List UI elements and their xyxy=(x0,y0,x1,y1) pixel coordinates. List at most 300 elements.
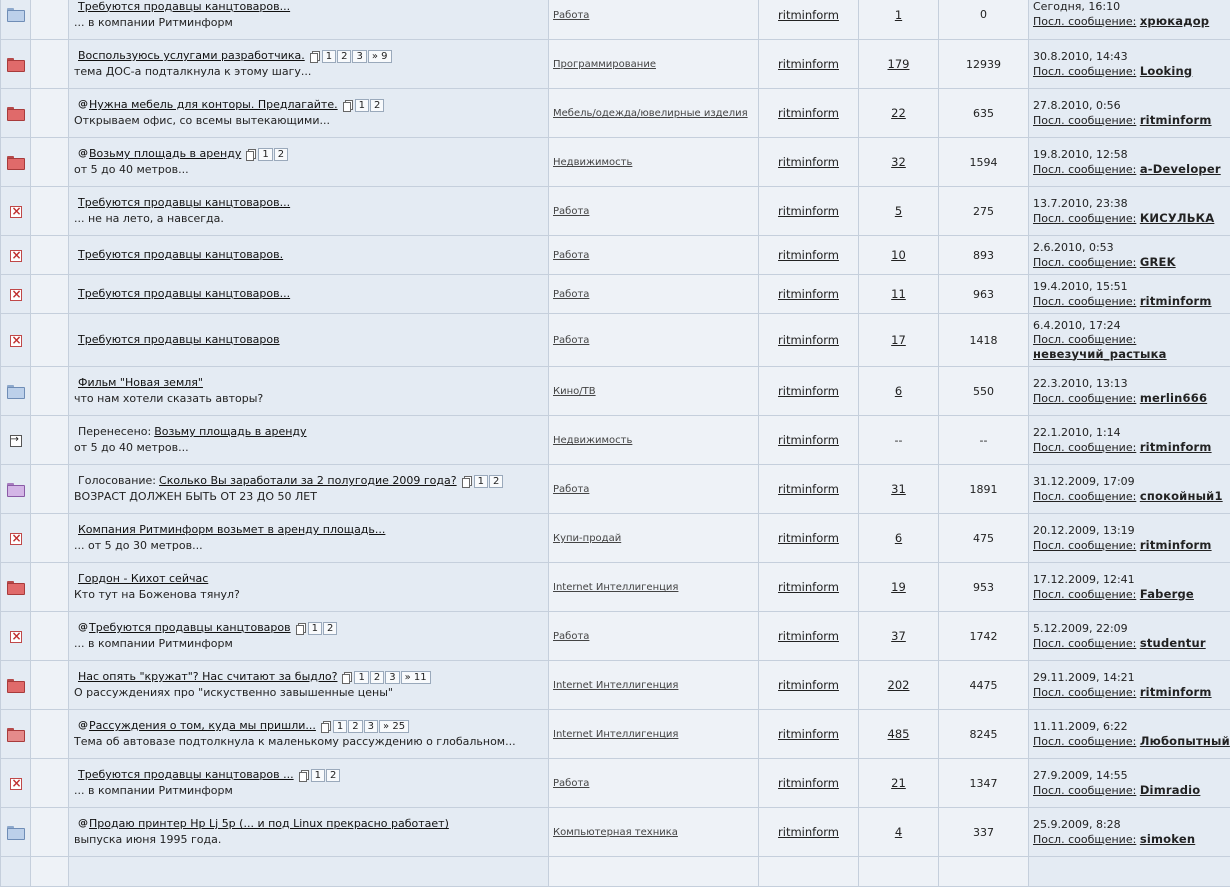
topic-author-cell xyxy=(759,314,859,367)
topic-title-line xyxy=(78,97,544,113)
topic-preview: ... в компании Ритминформ xyxy=(74,636,544,652)
author-link[interactable]: ritminform xyxy=(778,776,839,790)
topic-row xyxy=(1,0,1230,40)
last-post-line xyxy=(1033,685,1226,700)
forum-link[interactable]: Работа xyxy=(553,335,589,346)
topic-pages xyxy=(342,671,431,684)
topic-forum-cell xyxy=(549,661,759,710)
topic-title-line xyxy=(78,571,544,587)
topic-title-link[interactable]: Гордон - Кихот сейчас xyxy=(78,571,208,587)
last-post-date: 30.8.2010, 14:43 xyxy=(1033,50,1226,64)
page-link[interactable]: 2 xyxy=(370,99,384,112)
topic-prefix: Голосование: xyxy=(78,473,156,489)
topic-views-cell xyxy=(939,661,1029,710)
views-count: 337 xyxy=(973,826,994,839)
last-post-user-link[interactable]: ritminform xyxy=(1140,538,1212,552)
topic-row xyxy=(1,514,1230,563)
replies-link[interactable]: 485 xyxy=(888,727,910,741)
topic-replies-cell xyxy=(859,857,939,887)
replies-link[interactable]: 32 xyxy=(891,155,906,169)
topic-views-cell xyxy=(939,367,1029,416)
page-link[interactable]: 2 xyxy=(489,475,503,488)
last-post-user-link[interactable]: ritminform xyxy=(1140,440,1212,454)
page-link[interactable]: 2 xyxy=(348,720,362,733)
last-post-date: 29.11.2009, 14:21 xyxy=(1033,671,1226,685)
forum-link[interactable]: Работа xyxy=(553,484,589,495)
last-post-date: 31.12.2009, 17:09 xyxy=(1033,475,1226,489)
last-post-user-link[interactable]: Looking xyxy=(1140,64,1193,78)
topic-pages xyxy=(321,720,410,733)
author-link[interactable]: ritminform xyxy=(778,57,839,71)
topic-last-post-cell xyxy=(1029,563,1230,612)
topic-title-link[interactable]: Нужна мебель для конторы. Предлагайте. xyxy=(89,97,338,113)
last-post-label: Посл. сообщение: xyxy=(1033,833,1136,846)
topic-title-link[interactable]: Требуются продавцы канцтоваров. xyxy=(78,247,283,263)
last-post-user-link[interactable]: ritminform xyxy=(1140,113,1212,127)
replies-link[interactable]: 37 xyxy=(891,629,906,643)
topic-views-cell xyxy=(939,514,1029,563)
author-link[interactable]: ritminform xyxy=(778,384,839,398)
pages-icon xyxy=(246,149,256,160)
last-post-label: Посл. сообщение: xyxy=(1033,441,1136,454)
topic-forum-cell xyxy=(549,40,759,89)
topic-title-link[interactable]: Требуются продавцы канцтоваров xyxy=(78,332,280,348)
last-post-line xyxy=(1033,64,1226,79)
last-post-line xyxy=(1033,162,1226,177)
author-link[interactable]: ritminform xyxy=(778,629,839,643)
last-post-user-link[interactable]: simoken xyxy=(1140,832,1195,846)
topic-author-cell xyxy=(759,612,859,661)
folder-hot-icon xyxy=(7,679,25,692)
topic-status-cell xyxy=(1,808,31,857)
last-post-user-link[interactable]: GREK xyxy=(1140,255,1176,269)
forum-link[interactable]: Купи-продай xyxy=(553,533,621,544)
topic-subject-cell xyxy=(69,465,549,514)
last-post-user-link[interactable]: хрюкадор xyxy=(1140,14,1209,28)
replies-count: -- xyxy=(895,434,903,447)
topic-forum-cell xyxy=(549,759,759,808)
topic-title-link[interactable]: Фильм "Новая земля" xyxy=(78,375,203,391)
page-link[interactable]: 1 xyxy=(322,50,336,63)
topic-author-cell xyxy=(759,0,859,40)
author-link[interactable]: ritminform xyxy=(778,333,839,347)
views-count: 4475 xyxy=(970,679,998,692)
topic-status-cell xyxy=(1,314,31,367)
last-post-user-link[interactable]: studentur xyxy=(1140,636,1206,650)
replies-link[interactable]: 1 xyxy=(895,8,902,22)
forum-link[interactable]: Компьютерная техника xyxy=(553,827,678,838)
replies-link[interactable]: 11 xyxy=(891,287,906,301)
topic-preview: что нам хотели сказать авторы? xyxy=(74,391,544,407)
replies-link[interactable]: 202 xyxy=(888,678,910,692)
page-link[interactable]: 2 xyxy=(337,50,351,63)
page-link[interactable]: 2 xyxy=(323,622,337,635)
post-icon-cell xyxy=(31,710,69,759)
topic-forum-cell xyxy=(549,89,759,138)
last-post-label: Посл. сообщение: xyxy=(1033,333,1136,346)
last-post-label: Посл. сообщение: xyxy=(1033,392,1136,405)
post-icon-cell xyxy=(31,759,69,808)
forum-link[interactable]: Работа xyxy=(553,250,589,261)
topic-views-cell xyxy=(939,416,1029,465)
page-link[interactable]: 1 xyxy=(474,475,488,488)
author-link[interactable]: ritminform xyxy=(778,580,839,594)
page-link[interactable]: 1 xyxy=(354,671,368,684)
topic-row xyxy=(1,612,1230,661)
closed-topic-icon xyxy=(10,206,22,218)
author-link[interactable]: ritminform xyxy=(778,8,839,22)
last-post-line xyxy=(1033,832,1226,847)
topic-subject-cell xyxy=(69,367,549,416)
topic-forum-cell xyxy=(549,808,759,857)
page-link[interactable]: 3 xyxy=(385,671,399,684)
topic-subject-cell xyxy=(69,275,549,314)
page-link[interactable]: 3 xyxy=(352,50,366,63)
topic-views-cell xyxy=(939,612,1029,661)
topic-row xyxy=(1,275,1230,314)
poll-icon xyxy=(7,483,25,496)
forum-link[interactable]: Мебель/одежда/ювелирные изделия xyxy=(553,108,748,119)
topic-title-link[interactable]: Воспользуюсь услугами разработчика. xyxy=(78,48,305,64)
replies-link[interactable]: 179 xyxy=(888,57,910,71)
topic-author-cell xyxy=(759,514,859,563)
topic-forum-cell xyxy=(549,275,759,314)
topic-views-cell xyxy=(939,857,1029,887)
last-post-date: 19.8.2010, 12:58 xyxy=(1033,148,1226,162)
folder-hot-icon xyxy=(7,107,25,120)
topic-subject-cell xyxy=(69,612,549,661)
topic-views-cell xyxy=(939,275,1029,314)
forum-link[interactable]: Работа xyxy=(553,10,589,21)
last-post-date: 20.12.2009, 13:19 xyxy=(1033,524,1226,538)
topic-status-cell xyxy=(1,612,31,661)
topic-status-cell xyxy=(1,89,31,138)
replies-link[interactable]: 31 xyxy=(891,482,906,496)
forum-link[interactable]: Работа xyxy=(553,778,589,789)
topic-forum-cell xyxy=(549,514,759,563)
last-post-label: Посл. сообщение: xyxy=(1033,539,1136,552)
forum-link[interactable]: Работа xyxy=(553,631,589,642)
topic-preview: О рассуждениях про "искуственно завышенные цены" xyxy=(74,685,544,701)
hot-poll-icon xyxy=(7,728,25,741)
forum-link[interactable]: Кино/ТВ xyxy=(553,386,596,397)
views-count: 1594 xyxy=(970,156,998,169)
topic-forum-cell xyxy=(549,465,759,514)
topic-row xyxy=(1,661,1230,710)
forum-link[interactable]: Internet Интеллигенция xyxy=(553,729,678,740)
topic-subject-cell xyxy=(69,236,549,275)
topic-pages xyxy=(310,50,393,63)
replies-link[interactable]: 6 xyxy=(895,384,902,398)
author-link[interactable]: ritminform xyxy=(778,531,839,545)
forum-link[interactable]: Internet Интеллигенция xyxy=(553,680,678,691)
topic-title-link[interactable]: Возьму площадь в аренду xyxy=(154,424,306,440)
topic-views-cell xyxy=(939,808,1029,857)
topic-author-cell xyxy=(759,40,859,89)
last-post-user-link[interactable]: невезучий_растыка xyxy=(1033,347,1167,361)
topic-forum-cell xyxy=(549,0,759,40)
topic-views-cell xyxy=(939,187,1029,236)
topic-status-cell xyxy=(1,710,31,759)
topic-last-post-cell xyxy=(1029,759,1230,808)
topic-title-link[interactable]: Требуются продавцы канцтоваров... xyxy=(78,195,290,211)
attachment-clip-icon: @ xyxy=(78,146,88,162)
topic-last-post-cell xyxy=(1029,138,1230,187)
closed-topic-icon xyxy=(10,289,22,301)
topic-subject-cell xyxy=(69,857,549,887)
topic-status-cell xyxy=(1,514,31,563)
last-post-line xyxy=(1033,440,1226,455)
page-link[interactable]: » 25 xyxy=(379,720,409,733)
topic-status-cell xyxy=(1,857,31,887)
topic-title-link[interactable]: Сколько Вы заработали за 2 полугодие 2009 года? xyxy=(159,473,457,489)
forum-link[interactable]: Работа xyxy=(553,289,589,300)
replies-link[interactable]: 4 xyxy=(895,825,902,839)
topic-title-link[interactable]: Требуются продавцы канцтоваров ... xyxy=(78,767,294,783)
last-post-label: Посл. сообщение: xyxy=(1033,735,1136,748)
topic-status-cell xyxy=(1,0,31,40)
topic-status-cell xyxy=(1,661,31,710)
last-post-user-link[interactable]: КИСУЛЬКА xyxy=(1140,211,1215,225)
topic-preview: ... в компании Ритминформ xyxy=(74,15,544,31)
topic-title-link[interactable]: Продаю принтер Hp Lj 5p (... и под Linux прекрасно работает) xyxy=(89,816,449,832)
last-post-line xyxy=(1033,489,1226,504)
topic-row xyxy=(1,187,1230,236)
topic-forum-cell xyxy=(549,612,759,661)
topic-pages xyxy=(462,475,505,488)
pages-icon xyxy=(310,51,320,62)
topic-author-cell xyxy=(759,275,859,314)
pages-icon xyxy=(462,476,472,487)
topic-replies-cell xyxy=(859,416,939,465)
topic-subject-cell xyxy=(69,138,549,187)
post-icon-cell xyxy=(31,187,69,236)
page-link[interactable]: 1 xyxy=(311,769,325,782)
author-link[interactable]: ritminform xyxy=(778,204,839,218)
last-post-label: Посл. сообщение: xyxy=(1033,686,1136,699)
topic-subject-cell xyxy=(69,187,549,236)
forum-link[interactable]: Программирование xyxy=(553,59,656,70)
topic-author-cell xyxy=(759,138,859,187)
topic-views-cell xyxy=(939,138,1029,187)
forum-link[interactable]: Internet Интеллигенция xyxy=(553,582,678,593)
forum-link[interactable]: Недвижимость xyxy=(553,435,632,446)
last-post-line xyxy=(1033,391,1226,406)
topic-pages xyxy=(246,148,289,161)
post-icon-cell xyxy=(31,275,69,314)
closed-topic-icon xyxy=(10,533,22,545)
views-count: 1891 xyxy=(970,483,998,496)
page-link[interactable]: 1 xyxy=(308,622,322,635)
page-link[interactable]: 1 xyxy=(333,720,347,733)
author-link[interactable]: ritminform xyxy=(778,106,839,120)
topic-views-cell xyxy=(939,563,1029,612)
replies-link[interactable]: 17 xyxy=(891,333,906,347)
author-link[interactable]: ritminform xyxy=(778,155,839,169)
last-post-date: Сегодня, 16:10 xyxy=(1033,0,1226,14)
last-post-date: 5.12.2009, 22:09 xyxy=(1033,622,1226,636)
last-post-line xyxy=(1033,211,1226,226)
topic-row xyxy=(1,236,1230,275)
folder-hot-icon xyxy=(7,58,25,71)
topic-replies-cell xyxy=(859,514,939,563)
page-link[interactable]: 2 xyxy=(326,769,340,782)
topic-author-cell xyxy=(759,661,859,710)
topic-title-line xyxy=(78,375,544,391)
last-post-line xyxy=(1033,113,1226,128)
topic-last-post-cell xyxy=(1029,40,1230,89)
topic-pages xyxy=(299,769,342,782)
topic-author-cell xyxy=(759,563,859,612)
replies-link[interactable]: 21 xyxy=(891,776,906,790)
topic-author-cell xyxy=(759,89,859,138)
page-link[interactable]: 3 xyxy=(364,720,378,733)
replies-link[interactable]: 5 xyxy=(895,204,902,218)
topic-title-link[interactable]: Рассуждения о том, куда мы пришли... xyxy=(89,718,316,734)
topic-author-cell xyxy=(759,808,859,857)
forum-link[interactable]: Недвижимость xyxy=(553,157,632,168)
topic-author-cell xyxy=(759,236,859,275)
author-link[interactable]: ritminform xyxy=(778,825,839,839)
page-link[interactable]: 2 xyxy=(370,671,384,684)
folder-hot-icon xyxy=(7,156,25,169)
last-post-user-link[interactable]: ritminform xyxy=(1140,294,1212,308)
topic-replies-cell xyxy=(859,612,939,661)
author-link[interactable]: ritminform xyxy=(778,433,839,447)
author-link[interactable]: ritminform xyxy=(778,678,839,692)
post-icon-cell xyxy=(31,40,69,89)
topic-author-cell xyxy=(759,759,859,808)
topic-title-link[interactable]: Компания Ритминформ возьмет в аренду площадь... xyxy=(78,522,385,538)
topic-forum-cell xyxy=(549,236,759,275)
topic-pages xyxy=(343,99,386,112)
topic-author-cell xyxy=(759,187,859,236)
topic-status-cell xyxy=(1,759,31,808)
author-link[interactable]: ritminform xyxy=(778,248,839,262)
last-post-line xyxy=(1033,587,1226,602)
page-link[interactable]: 2 xyxy=(274,148,288,161)
last-post-user-link[interactable]: merlin666 xyxy=(1140,391,1207,405)
page-link[interactable]: 1 xyxy=(355,99,369,112)
topic-preview: ВОЗРАСТ ДОЛЖЕН БЫТЬ ОТ 23 ДО 50 ЛЕТ xyxy=(74,489,544,505)
last-post-date: 27.9.2009, 14:55 xyxy=(1033,769,1226,783)
topic-title-line xyxy=(78,718,544,734)
last-post-user-link[interactable]: ritminform xyxy=(1140,685,1212,699)
topic-subject-cell xyxy=(69,40,549,89)
last-post-label: Посл. сообщение: xyxy=(1033,163,1136,176)
views-count: 1347 xyxy=(970,777,998,790)
views-count: 275 xyxy=(973,205,994,218)
topic-replies-cell xyxy=(859,465,939,514)
replies-link[interactable]: 10 xyxy=(891,248,906,262)
replies-link[interactable]: 6 xyxy=(895,531,902,545)
post-icon-cell xyxy=(31,236,69,275)
topic-title-link[interactable]: Требуются продавцы канцтоваров... xyxy=(78,0,290,15)
page-link[interactable]: » 11 xyxy=(401,671,431,684)
topic-views-cell xyxy=(939,465,1029,514)
last-post-user-link[interactable]: Dimradio xyxy=(1140,783,1201,797)
topic-status-cell xyxy=(1,563,31,612)
folder-blue-icon xyxy=(7,8,25,21)
attachment-clip-icon: @ xyxy=(78,816,88,832)
topic-status-cell xyxy=(1,138,31,187)
topic-last-post-cell xyxy=(1029,314,1230,367)
topic-title-link[interactable]: Нас опять "кружат"? Нас считают за быдло? xyxy=(78,669,337,685)
last-post-user-link[interactable]: Любопытный xyxy=(1140,734,1230,748)
topic-title-link[interactable]: Требуются продавцы канцтоваров... xyxy=(78,286,290,302)
attachment-clip-icon: @ xyxy=(78,718,88,734)
topic-forum-cell xyxy=(549,367,759,416)
topic-title-line xyxy=(78,332,544,348)
topic-title-line xyxy=(78,286,544,302)
topic-status-cell xyxy=(1,275,31,314)
forum-link[interactable]: Работа xyxy=(553,206,589,217)
author-link[interactable]: ritminform xyxy=(778,482,839,496)
post-icon-cell xyxy=(31,367,69,416)
topic-last-post-cell xyxy=(1029,612,1230,661)
last-post-date: 25.9.2009, 8:28 xyxy=(1033,818,1226,832)
topic-row xyxy=(1,563,1230,612)
topic-forum-cell xyxy=(549,416,759,465)
page-link[interactable]: » 9 xyxy=(368,50,392,63)
topic-views-cell xyxy=(939,0,1029,40)
page-link[interactable]: 1 xyxy=(258,148,272,161)
topic-pages xyxy=(296,622,339,635)
post-icon-cell xyxy=(31,808,69,857)
topic-replies-cell xyxy=(859,89,939,138)
views-count: 0 xyxy=(980,8,987,21)
last-post-user-link[interactable]: a-Developer xyxy=(1140,162,1221,176)
topic-replies-cell xyxy=(859,367,939,416)
replies-link[interactable]: 22 xyxy=(891,106,906,120)
last-post-line xyxy=(1033,636,1226,651)
views-count: 1418 xyxy=(970,334,998,347)
topic-title-link[interactable]: Возьму площадь в аренду xyxy=(89,146,241,162)
topic-author-cell xyxy=(759,465,859,514)
pages-icon xyxy=(299,770,309,781)
topic-preview: от 5 до 40 метров... xyxy=(74,162,544,178)
post-icon-cell xyxy=(31,416,69,465)
views-count: 1742 xyxy=(970,630,998,643)
topic-forum-cell xyxy=(549,857,759,887)
last-post-label: Посл. сообщение: xyxy=(1033,65,1136,78)
topic-subject-cell xyxy=(69,0,549,40)
topic-last-post-cell xyxy=(1029,89,1230,138)
pages-icon xyxy=(296,623,306,634)
last-post-label: Посл. сообщение: xyxy=(1033,212,1136,225)
closed-topic-icon xyxy=(10,778,22,790)
author-link[interactable]: ritminform xyxy=(778,287,839,301)
topic-title-line xyxy=(78,424,544,440)
last-post-date: 6.4.2010, 17:24 xyxy=(1033,319,1226,333)
last-post-user-link[interactable]: Faberge xyxy=(1140,587,1194,601)
post-icon-cell xyxy=(31,314,69,367)
last-post-label: Посл. сообщение: xyxy=(1033,588,1136,601)
topic-title-line xyxy=(78,522,544,538)
last-post-date: 27.8.2010, 0:56 xyxy=(1033,99,1226,113)
topic-preview: ... не на лето, а навсегда. xyxy=(74,211,544,227)
moved-topic-icon xyxy=(10,435,22,447)
replies-link[interactable]: 19 xyxy=(891,580,906,594)
topic-title-line xyxy=(78,669,544,685)
author-link[interactable]: ritminform xyxy=(778,727,839,741)
last-post-user-link[interactable]: спокойный1 xyxy=(1140,489,1223,503)
topic-row xyxy=(1,89,1230,138)
topic-title-link[interactable]: Требуются продавцы канцтоваров xyxy=(89,620,291,636)
last-post-line xyxy=(1033,294,1226,309)
last-post-label: Посл. сообщение: xyxy=(1033,256,1136,269)
views-count: 963 xyxy=(973,288,994,301)
